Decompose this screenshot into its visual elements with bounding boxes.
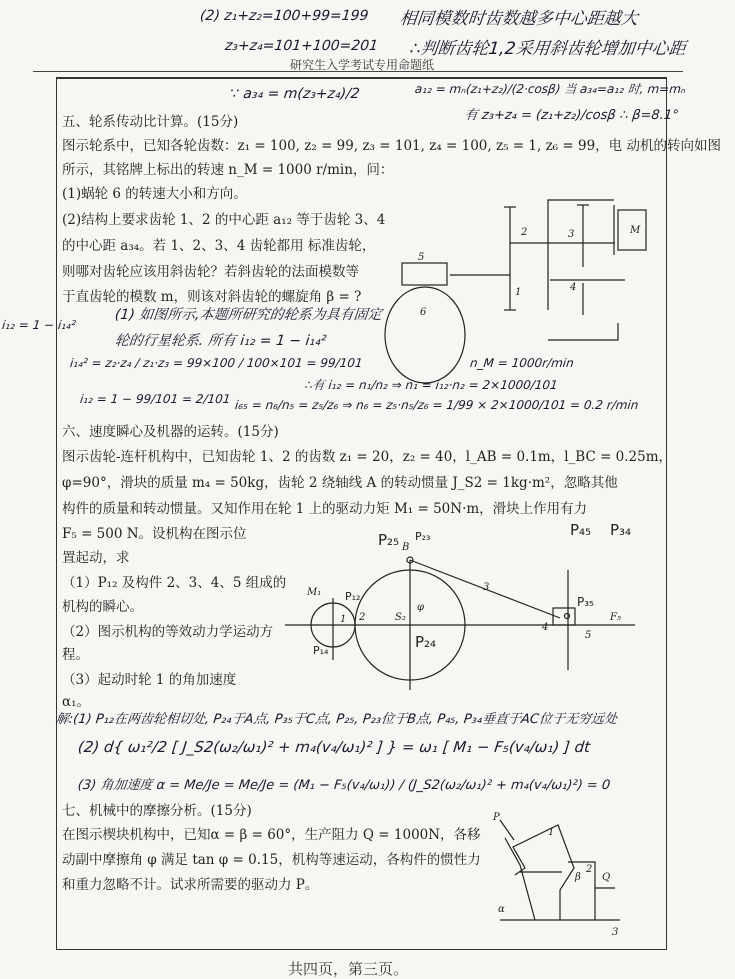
label-body3: 3 [612, 927, 619, 938]
label-gear1: 1 [340, 614, 347, 625]
hw-P12: P₁₂ [345, 590, 361, 603]
hw-P24: P₂₄ [415, 633, 437, 651]
label-S2: S₂ [395, 612, 406, 623]
header-rule [33, 71, 683, 72]
note5-g: ∴有 i₁₂ = n₁/n₂ ⇒ n₁ = i₁₂·n₂ = 2×1000/101 [304, 378, 559, 392]
wedge-diagram [490, 812, 630, 938]
gear-train-diagram [390, 195, 650, 355]
section6-p4: F₅ = 500 N。设机构在图示位 [62, 526, 247, 542]
label-beta: β [575, 872, 581, 883]
note-conclusion1: 相同模数时齿数越多中心距越大 [398, 9, 639, 29]
note-sum12: (2) z₁+z₂=100+99=199 [199, 8, 370, 24]
note-conclusion2: ∴判断齿轮1,2采用斜齿轮增加中心距 [408, 39, 687, 59]
note5-d: i₁₄² = z₂·z₄ / z₁·z₃ = 99×100 / 100×101 = 99/101 [69, 356, 364, 370]
page-footer: 共四页，第三页。 [288, 960, 409, 978]
section6-p1: 图示齿轮-连杆机构中，已知齿轮 1、2 的齿数 z₁ = 20，z₂ = 40，l_AB = 0.1m，l_BC = 0.25m， [62, 449, 673, 465]
note5-a: i₁₂ = 1 − i₁₄² [1, 318, 77, 332]
label-slider4: 4 [542, 622, 549, 633]
section6-q1b: 机构的瞬心。 [62, 599, 143, 615]
sheet-header: 研究生入学考试专用命题纸 [290, 58, 435, 72]
section7-p2: 动副中摩擦角 φ 满足 tan φ = 0.15，机构等速运动，各构件的惯性力 [62, 852, 481, 868]
label-B: B [402, 542, 410, 553]
label-gear2: 2 [359, 612, 366, 623]
section5-q2c: 则哪对齿轮应该用斜齿轮？若斜齿轮的法面模数等 [62, 264, 359, 280]
label-phi: φ [417, 602, 425, 613]
note-a34: ∵ a₃₄ = m(z₃+z₄)/2 [229, 86, 361, 102]
section7-p1: 在图示楔块机构中，已知α = β = 60°，生产阻力 Q = 1000N，各移 [62, 827, 481, 843]
note6-c: (3) 角加速度 α = Me/Je = Me/Je = (M₁ − F₅(v₄/ω₁)) / (J_S2(ω₂/ω₁)² + m₄(v₄/ω₁)²) = 0 [77, 778, 611, 793]
label-F5: F₅ [610, 612, 621, 623]
section6-q1a: （1）P₁₂ 及构件 2、3、4、5 组成的 [62, 575, 287, 591]
section6-p3: 构件的质量和转动惯量。又知作用在轮 1 上的驱动力矩 M₁ = 50N·m，滑块上作用有力 [62, 501, 588, 517]
section5-q2a: (2)结构上要求齿轮 1、2 的中心距 a₁₂ 等于齿轮 3、4 [62, 212, 386, 228]
hw-P25: P₂₅ [378, 531, 400, 549]
label-3: 3 [568, 229, 575, 240]
note-beta: 有 z₃+z₄ = (z₁+z₂)/cosβ ∴ β=8.1° [464, 108, 680, 123]
note5-b: (1) 如图所示,本题所研究的轮系为具有固定 [114, 307, 383, 323]
label-Q: Q [602, 872, 611, 883]
label-ground5: 5 [585, 630, 592, 641]
section5-p2: 所示，其铭牌上标出的转速 n_M = 1000 r/min，问： [62, 162, 394, 178]
section6-q3b: α₁。 [62, 694, 91, 710]
gear-linkage-diagram [285, 521, 635, 690]
note6-a: 解:(1) P₁₂在两齿轮相切处, P₂₄于A点, P₃₅于C点, P₂₅, P₂₃位于B点, P₄₅, P₃₄垂直于AC位于无穷远处 [55, 712, 618, 727]
label-link3: 3 [483, 582, 490, 593]
section6-q2a: （2）图示机构的等效动力学运动方 [62, 624, 274, 640]
section7-p3: 和重力忽略不计。试求所需要的驱动力 P。 [62, 877, 319, 893]
hw-P45: P₄₅ [570, 521, 592, 539]
section5-q2d: 于直齿轮的模数 m，则该对斜齿轮的螺旋角 β = ? [62, 289, 362, 305]
label-M: M [630, 225, 641, 236]
label-body2: 2 [586, 864, 593, 875]
label-P: P [493, 812, 500, 823]
section6-p5: 置起动，求 [62, 550, 130, 566]
section6-p2: φ=90°，滑块的质量 m₄ = 50kg，齿轮 2 绕轴线 A 的转动惯量 J_S2 = 1kg·m²，忽略其他 [62, 475, 618, 491]
label-6: 6 [420, 307, 427, 318]
note-sum34: z₃+z₄=101+100=201 [224, 38, 379, 54]
section5-title: 五、轮系传动比计算。(15分) [62, 114, 239, 130]
label-alpha: α [498, 904, 505, 915]
note5-h: i₆₅ = n₆/n₅ = z₅/z₆ ⇒ n₆ = z₅·n₅/z₆ = 1/99 × 2×1000/101 = 0.2 r/min [234, 398, 640, 412]
section5-q2b: 的中心距 a₃₄。若 1、2、3、4 齿轮都用 标准齿轮， [62, 238, 376, 254]
section6-q3a: （3）起动时轮 1 的角加速度 [62, 672, 237, 688]
hw-P34: P₃₄ [610, 521, 632, 539]
section6-title: 六、速度瞬心及机器的运转。(15分) [62, 424, 279, 440]
hw-P35: P₃₅ [577, 595, 594, 609]
note5-f: n_M = 1000r/min [469, 356, 575, 370]
note6-b: (2) d{ ω₁²/2 [ J_S2(ω₂/ω₁)² + m₄(v₄/ω₁)² ] } = ω₁ [ M₁ − F₅(v₄/ω₁) ] dt [77, 738, 591, 756]
section5-q1: (1)蜗轮 6 的转速大小和方向。 [62, 186, 247, 202]
label-5: 5 [418, 252, 425, 263]
label-4: 4 [570, 282, 577, 293]
section5-p1: 图示轮系中，已知各轮齿数：z₁ = 100, z₂ = 99, z₃ = 101, z₄ = 100, z₅ = 1, z₆ = 99，电 动机的转向如图 [62, 138, 721, 154]
label-1: 1 [515, 287, 522, 298]
label-2: 2 [521, 227, 528, 238]
hw-P23: P₂₃ [415, 530, 431, 543]
note-a12: a₁₂ = mₙ(z₁+z₂)/(2·cosβ) 当 a₃₄=a₁₂ 时, m=mₙ [414, 82, 687, 96]
label-M1: M₁ [307, 587, 322, 598]
label-body1: 1 [548, 827, 555, 838]
note5-e: i₁₂ = 1 − 99/101 = 2/101 [79, 392, 232, 406]
hw-P14: P₁₄ [313, 644, 329, 657]
section7-title: 七、机械中的摩擦分析。(15分) [62, 803, 252, 819]
section6-q2b: 程。 [62, 647, 89, 663]
note5-c: 轮的行星轮系. 所有 i₁₂ = 1 − i₁₄² [114, 333, 328, 349]
